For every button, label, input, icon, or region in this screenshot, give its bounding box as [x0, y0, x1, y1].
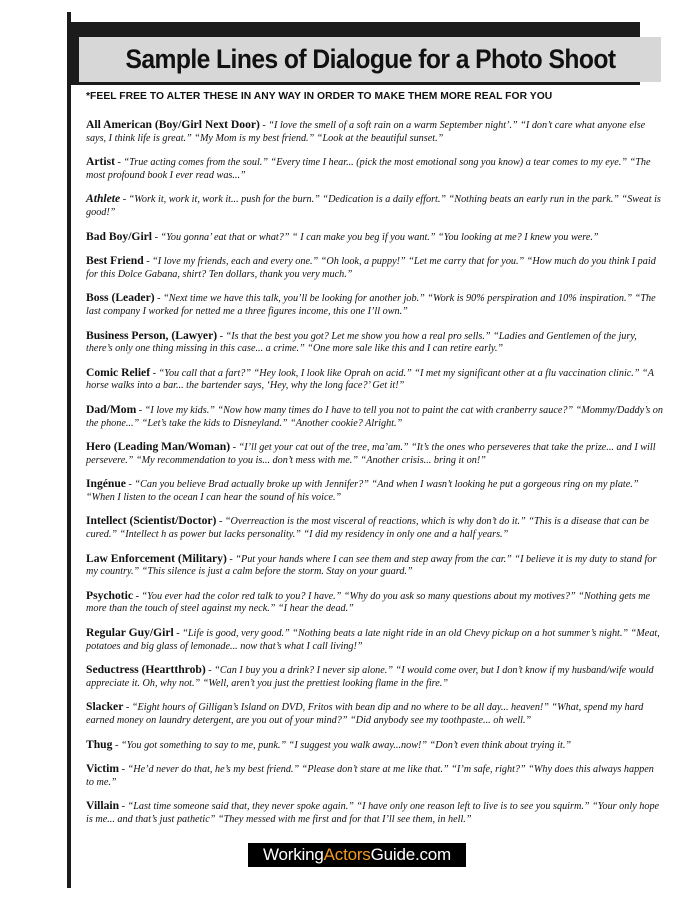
dialogue-entry: Law Enforcement (Military) - “Put your hands where I can see them and step away from the car.” “I believe it is my duty to stand for my country.” “This silence is just a calm before the storm. Stay on your guard.”: [86, 551, 657, 578]
role-name: Villain: [86, 799, 120, 813]
dialogue-entry: Seductress (Heartthrob) - “Can I buy you a drink? I never sip alone.” “I would come over, but I don’t know if my husband/wife would appreciate it. Oh, why not.” “Well, aren’t you just the prettiest looking flame in the fire.”: [86, 663, 654, 689]
dialogue-lines: “True acting comes from the soul.” “Every time I hear... (pick the most emotional song you know) a tear comes to my eye.” “The most profound book I ever read was...”: [86, 157, 651, 181]
role-name: Athlete: [86, 192, 121, 206]
role-name: Thug: [86, 737, 113, 751]
dialogue-lines: “Can I buy you a drink? I never sip alone.” “I would come over, but I don’t know if my husband/wife would appreciate it. Oh, why not.” “Well, aren’t you just the prettiest looking flame in the fire.”: [86, 665, 654, 689]
dialogue-lines: “You gonna’ eat that or what?” “ I can make you beg if you want.” “You looking at me? I knew you were.”: [160, 231, 599, 243]
dialogue-lines: “Last time someone said that, they never spoke again.” “I have only one reason left to live is to see you squirm.” “Your only hope is me... and that’s just pathetic” “They messed with me first and for that I’ll see them, in hell.”: [86, 801, 660, 825]
dialogue-lines: “Put your hands where I can see them and step away from the car.” “I believe it is my duty to stand for my country.” “This silence is just a calm before the storm. Stay on your guard.”: [86, 553, 657, 578]
page-title: Sample Lines of Dialogue for a Photo Shoot: [124, 44, 616, 74]
title-banner: [79, 37, 661, 82]
dialogue-entry: Hero (Leading Man/Woman) - “I’ll get your cat out of the tree, ma’am.” “It’s the ones who perseveres that take the prize... and I will persevere.” “My recommendation to you is... don’t mess with me.” “Another crisis... bring it on!”: [86, 440, 656, 466]
dialogue-lines: “I love my friends, each and every one.” “Oh look, a puppy!” “Let me carry that for you.” “How much do you think I paid for this Dolce Gabana, shirt? Ten dollars, thank you very much.”: [86, 256, 656, 280]
dialogue-entry: Artist - “True acting comes from the soul.” “Every time I hear... (pick the most emotional song you know) a tear comes to my eye.” “The most profound book I ever read was...”: [86, 155, 651, 181]
role-name: Bad Boy/Girl: [86, 229, 153, 243]
dialogue-lines: “Next time we have this talk, you’ll be looking for another job.” “Work is 90% perspiration and 10% inspiration.” “The last company I worked for netted me a three figures income, this one I’ll own.”: [86, 293, 656, 317]
dialogue-lines: “Eight hours of Gilligan’s Island on DVD, Fritos with bean dip and no where to be all day... heaven!” “What, spend my hard earned money on laundry detergent, are you out of your mind?” “Did anybody see my toothpaste... oh well.”: [86, 702, 644, 726]
dialogue-lines: “Work it, work it, work it... push for the burn.” “Dedication is a daily effort.” “Nothing beats an early run in the park.” “Sweat is good!”: [86, 194, 661, 218]
role-name: Artist: [86, 155, 115, 169]
role-name: Regular Guy/Girl: [86, 626, 174, 640]
dialogue-lines: “You got something to say to me, punk.” “I suggest you walk away...now!” “Don’t even think about trying it.”: [120, 739, 572, 751]
dialogue-lines: “I love the smell of a soft rain on a warm September night’.” “I don’t care what anyone else says, I think life is great.” “My Mom is my best friend.” “Look at the beautiful sunset.”: [86, 120, 646, 144]
role-name: Psychotic: [86, 588, 134, 602]
dialogue-lines: “Overreaction is the most visceral of reactions, which is why don’t do it.” “This is a disease that can be cured.” “Intellect h as power but lacks personality.” “I did my residency in only one and a half years.”: [86, 516, 649, 541]
role-name: Hero (Leading Man/Woman): [86, 440, 231, 454]
dialogue-lines: “You ever had the color red talk to you? I have.” “Why do you ask so many questions about my motives?” “Nothing gets me more than the touch of steel against my neck.” “I hear the dead.”: [86, 590, 651, 615]
dialogue-lines: “Is that the best you got? Let me show you how a real pro sells.” “Ladies and Gentlemen of the jury, there’s only one thing missing in this case... a crime.” “One more sale like this and I can retire early.”: [86, 330, 637, 355]
role-name: Law Enforcement (Military): [86, 551, 227, 565]
dialogue-entry: Slacker - “Eight hours of Gilligan’s Island on DVD, Fritos with bean dip and no where to be all day... heaven!” “What, spend my hard earned money on laundry detergent, are you out of your mind?” “Did anybody see my toothpaste... oh well.”: [86, 700, 644, 726]
dialogue-entry: Business Person, (Lawyer) - “Is that the best you got? Let me show you how a real pro sells.” “Ladies and Gentlemen of the jury, there’s only one thing missing in this case... a crime.” “One more sale like this and I can retire early.”: [86, 328, 637, 355]
dialogue-lines: “I love my kids.” “Now how many times do I have to tell you not to paint the cat with cranberry sauce?” “Mommy/Daddy’s on the phone...” “Let’s take the kids to Disneyland.” “Another cookie? Alright.”: [86, 404, 663, 429]
dialogue-lines: “He’d never do that, he’s my best friend.” “Please don’t stare at me like that.” “I’m safe, right?” “Why does this always happen to me.”: [86, 764, 654, 788]
role-name: Comic Relief: [86, 365, 151, 379]
role-name: Seductress (Heartthrob): [86, 663, 206, 677]
dialogue-lines: “I’ll get your cat out of the tree, ma’am.” “It’s the ones who perseveres that take the prize... and I will persevere.” “My recommendation to you is... don’t mess with me.” “Another crisis... bring it on!”: [86, 442, 656, 466]
role-name: Best Friend: [86, 254, 144, 268]
dialogue-list: [86, 119, 664, 838]
role-name: Ingénue: [86, 477, 126, 491]
dialogue-entry: Boss (Leader) - “Next time we have this talk, you’ll be looking for another job.” “Work is 90% perspiration and 10% inspiration.” “The last company I worked for netted me a three figures income, this one I’ll own.”: [86, 291, 656, 317]
logo-text-guide: Guide.com: [370, 845, 452, 864]
dialogue-lines: “Can you believe Brad actually broke up with Jennifer?” “And when I wasn’t looking he put a gorgeous ring on my plate.” “When I listen to the ocean I can hear the sound of his voice.”: [86, 479, 639, 503]
role-name: Business Person, (Lawyer): [86, 328, 218, 342]
dialogue-entry: Villain - “Last time someone said that, they never spoke again.” “I have only one reason left to live is to see you squirm.” “Your only hope is me... and that’s just pathetic” “They messed with me first and for that I’ll see them, in hell.”: [86, 799, 660, 825]
dialogue-entry: Psychotic - “You ever had the color red talk to you? I have.” “Why do you ask so many questions about my motives?” “Nothing gets me more than the touch of steel against my neck.” “I hear the dead.”: [86, 588, 651, 615]
dialogue-entry: Ingénue - “Can you believe Brad actually broke up with Jennifer?” “And when I wasn’t looking he put a gorgeous ring on my plate.” “When I listen to the ocean I can hear the sound of his voice.”: [86, 477, 639, 503]
dialogue-entry: Regular Guy/Girl - “Life is good, very good.” “Nothing beats a late night ride in an old Chevy pickup on a hot summer’s night.” “Meat, potatoes and big glass of lemonade... now that’s what I call living!”: [86, 626, 660, 652]
dialogue-lines: “Life is good, very good.” “Nothing beats a late night ride in an old Chevy pickup on a hot summer’s night.” “Meat, potatoes and big glass of lemonade... now that’s what I call living!”: [86, 628, 660, 652]
dialogue-entry: Victim - “He’d never do that, he’s my best friend.” “Please don’t stare at me like that.” “I’m safe, right?” “Why does this always happen to me.”: [86, 762, 654, 788]
dialogue-entry: Best Friend - “I love my friends, each and every one.” “Oh look, a puppy!” “Let me carry that for you.” “How much do you think I paid for this Dolce Gabana, shirt? Ten dollars, thank you very much.”: [86, 254, 656, 280]
working-actors-guide-logo: [248, 843, 466, 867]
logo-text-working: Working: [262, 845, 324, 864]
dialogue-entry: All American (Boy/Girl Next Door) - “I love the smell of a soft rain on a warm September night’.” “I don’t care what anyone else says, I think life is great.” “My Mom is my best friend.” “Look at the beautiful sunset.”: [86, 118, 646, 144]
role-name: All American (Boy/Girl Next Door): [86, 118, 260, 131]
logo-text-actors: Actors: [323, 845, 371, 864]
header-frame-left-rule: [67, 12, 71, 888]
dialogue-entry: Comic Relief - “You call that a fart?” “Hey look, I look like Oprah on acid.” “I met my significant other at a flu vaccination clinic.” “A horse walks into a bar... the bartender says, ‘Hey, why the long face?’ Get it!”: [86, 365, 654, 392]
role-name: Victim: [86, 762, 120, 776]
dialogue-entry: Athlete - “Work it, work it, work it... push for the burn.” “Dedication is a daily effort.” “Nothing beats an early run in the park.” “Sweat is good!”: [86, 192, 661, 218]
dialogue-entry: Thug - “You got something to say to me, punk.” “I suggest you walk away...now!” “Don’t even think about trying it.”: [86, 737, 572, 751]
role-name: Slacker: [86, 700, 124, 714]
dialogue-entry: Dad/Mom - “I love my kids.” “Now how many times do I have to tell you not to paint the cat with cranberry sauce?” “Mommy/Daddy’s on the phone...” “Let’s take the kids to Disneyland.” “Another cookie? Alright.”: [86, 402, 663, 429]
dialogue-entry: Bad Boy/Girl - “You gonna’ eat that or what?” “ I can make you beg if you want.” “You looking at me? I knew you were.”: [86, 229, 599, 243]
role-name: Intellect (Scientist/Doctor): [86, 514, 217, 528]
role-name: Dad/Mom: [86, 402, 137, 416]
dialogue-entry: Intellect (Scientist/Doctor) - “Overreaction is the most visceral of reactions, which is why don’t do it.” “This is a disease that can be cured.” “Intellect h as power but lacks personality.” “I did my residency in only one and a half years.”: [86, 514, 649, 541]
role-name: Boss (Leader): [86, 291, 155, 305]
dialogue-lines: “You call that a fart?” “Hey look, I look like Oprah on acid.” “I met my significant other at a flu vaccination clinic.” “A horse walks into a bar... the bartender says, ‘Hey, why the long face?’ Get it!”: [86, 367, 654, 392]
page-subtitle: *FEEL FREE TO ALTER THESE IN ANY WAY IN ORDER TO MAKE THEM MORE REAL FOR YOU: [86, 91, 553, 102]
